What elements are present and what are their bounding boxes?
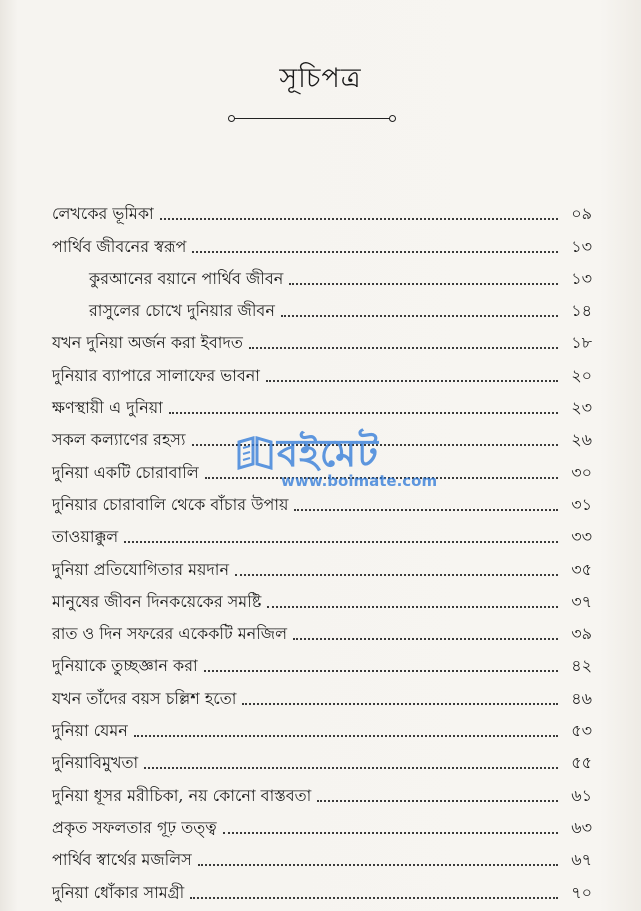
toc-entry-title: দুনিয়াবিমুখতা bbox=[52, 753, 139, 773]
toc-entry bbox=[52, 612, 592, 644]
toc-entry-page: ৩৫ bbox=[571, 559, 592, 579]
dot-leader bbox=[235, 574, 558, 576]
toc-entry bbox=[52, 386, 592, 418]
toc-entry bbox=[52, 644, 592, 676]
toc-entry-title: তাওয়াক্কুল bbox=[52, 527, 119, 547]
toc-entry bbox=[52, 289, 592, 321]
watermark-url: www.boimate.com bbox=[281, 472, 438, 490]
toc-entry-title: দুনিয়ার চোরাবালি থেকে বাঁচার উপায় bbox=[52, 494, 289, 514]
toc-entry-page: ৬১ bbox=[571, 785, 592, 805]
toc-entry bbox=[52, 224, 592, 256]
dot-leader bbox=[242, 703, 558, 705]
toc-entry bbox=[52, 741, 592, 773]
dot-leader bbox=[198, 864, 558, 866]
dot-leader bbox=[169, 412, 558, 414]
watermark bbox=[235, 424, 438, 494]
toc-entry-page: ৩৯ bbox=[571, 624, 592, 644]
toc-entry-page: ৭০ bbox=[571, 882, 592, 902]
dot-leader bbox=[289, 283, 558, 285]
toc-entry bbox=[52, 257, 592, 289]
toc-entry bbox=[52, 580, 592, 612]
title-ornament bbox=[228, 114, 396, 124]
ornament-line bbox=[234, 118, 390, 119]
dot-leader bbox=[223, 832, 558, 834]
dot-leader bbox=[266, 380, 558, 382]
ornament-right-dot bbox=[389, 115, 396, 122]
toc-entry-page: ০৯ bbox=[571, 204, 592, 224]
toc-entry-title: দুনিয়াকে তুচ্ছজ্ঞান করা bbox=[52, 656, 198, 676]
toc-entry-title: লেখকের ভূমিকা bbox=[52, 204, 154, 224]
dot-leader bbox=[293, 638, 558, 640]
toc-entry-title: দুনিয়া প্রতিযোগিতার ময়দান bbox=[52, 559, 229, 579]
toc-entry-title: মানুষের জীবন দিনকয়েকের সমষ্টি bbox=[52, 591, 262, 611]
toc-entry-page: ৫৫ bbox=[571, 753, 592, 773]
toc-entry-page: ১৩ bbox=[571, 236, 592, 256]
table-of-contents bbox=[52, 192, 592, 903]
toc-entry bbox=[52, 192, 592, 224]
toc-entry-title: দুনিয়া যেমন bbox=[52, 721, 128, 741]
dot-leader bbox=[124, 541, 558, 543]
toc-entry-page: ৬৭ bbox=[571, 850, 592, 870]
toc-entry-title: দুনিয়া ধূসর মরীচিকা, নয় কোনো বাস্তবতা bbox=[52, 785, 312, 805]
toc-entry-page: ৬৩ bbox=[571, 817, 592, 837]
toc-entry-page: ৫৩ bbox=[571, 721, 592, 741]
dot-leader bbox=[204, 670, 558, 672]
watermark-brand: বইমেট bbox=[277, 431, 379, 475]
toc-entry-title: যখন তাঁদের বয়স চল্লিশ হতো bbox=[52, 688, 237, 708]
toc-entry-title: ক্ষণস্থায়ী এ দুনিয়া bbox=[52, 398, 163, 418]
toc-entry-title: রাসুলের চোখে দুনিয়ার জীবন bbox=[89, 301, 275, 321]
toc-entry-page: ৩১ bbox=[571, 494, 592, 514]
toc-entry bbox=[52, 547, 592, 579]
dot-leader bbox=[134, 735, 558, 737]
dot-leader bbox=[190, 897, 558, 899]
toc-entry-title: দুনিয়া ধোঁকার সামগ্রী bbox=[52, 882, 185, 902]
page-title: সূচিপত্র bbox=[279, 63, 362, 94]
ornament-left-dot bbox=[228, 115, 235, 122]
toc-entry-title: কুরআনের বয়ানে পার্থিব জীবন bbox=[89, 268, 284, 288]
toc-entry-title: পার্থিব জীবনের স্বরূপ bbox=[52, 236, 187, 256]
book-logo-icon bbox=[235, 432, 275, 472]
toc-entry-page: ১৮ bbox=[571, 333, 592, 353]
dot-leader bbox=[192, 251, 558, 253]
toc-entry bbox=[52, 709, 592, 741]
toc-entry-title: প্রকৃত সফলতার গূঢ় তত্ত্ব bbox=[52, 817, 217, 837]
toc-entry-title: দুনিয়ার ব্যাপারে সালাফের ভাবনা bbox=[52, 365, 260, 385]
toc-entry-page: ৪৬ bbox=[571, 688, 592, 708]
toc-entry bbox=[52, 838, 592, 870]
toc-entry-page: ৩০ bbox=[571, 462, 592, 482]
toc-entry-page: ১৩ bbox=[571, 268, 592, 288]
toc-entry-page: ২৩ bbox=[571, 398, 592, 418]
dot-leader bbox=[249, 347, 558, 349]
toc-entry bbox=[52, 321, 592, 353]
toc-entry-title: রাত ও দিন সফরের একেকটি মনজিল bbox=[52, 624, 288, 644]
toc-entry-title: পার্থিব স্বার্থের মজলিস bbox=[52, 850, 192, 870]
dot-leader bbox=[317, 800, 558, 802]
dot-leader bbox=[160, 218, 558, 220]
toc-entry bbox=[52, 806, 592, 838]
toc-entry-page: ২৬ bbox=[571, 430, 592, 450]
dot-leader bbox=[281, 315, 558, 317]
toc-entry-page: ৩৩ bbox=[571, 527, 592, 547]
toc-entry-page: ১৪ bbox=[571, 301, 592, 321]
toc-entry bbox=[52, 676, 592, 708]
toc-entry bbox=[52, 870, 592, 902]
dot-leader bbox=[294, 509, 558, 511]
dot-leader bbox=[267, 606, 558, 608]
toc-entry-page: ৪২ bbox=[571, 656, 592, 676]
dot-leader bbox=[144, 767, 558, 769]
toc-entry-page: ২০ bbox=[571, 365, 592, 385]
toc-entry-title: যখন দুনিয়া অর্জন করা ইবাদত bbox=[52, 333, 243, 353]
toc-entry bbox=[52, 515, 592, 547]
toc-entry-page: ৩৭ bbox=[571, 591, 592, 611]
toc-entry bbox=[52, 353, 592, 385]
toc-entry bbox=[52, 773, 592, 805]
toc-entry-title: সকল কল্যাণের রহস্য bbox=[52, 430, 186, 450]
toc-entry-title: দুনিয়া একটি চোরাবালি bbox=[52, 462, 199, 482]
